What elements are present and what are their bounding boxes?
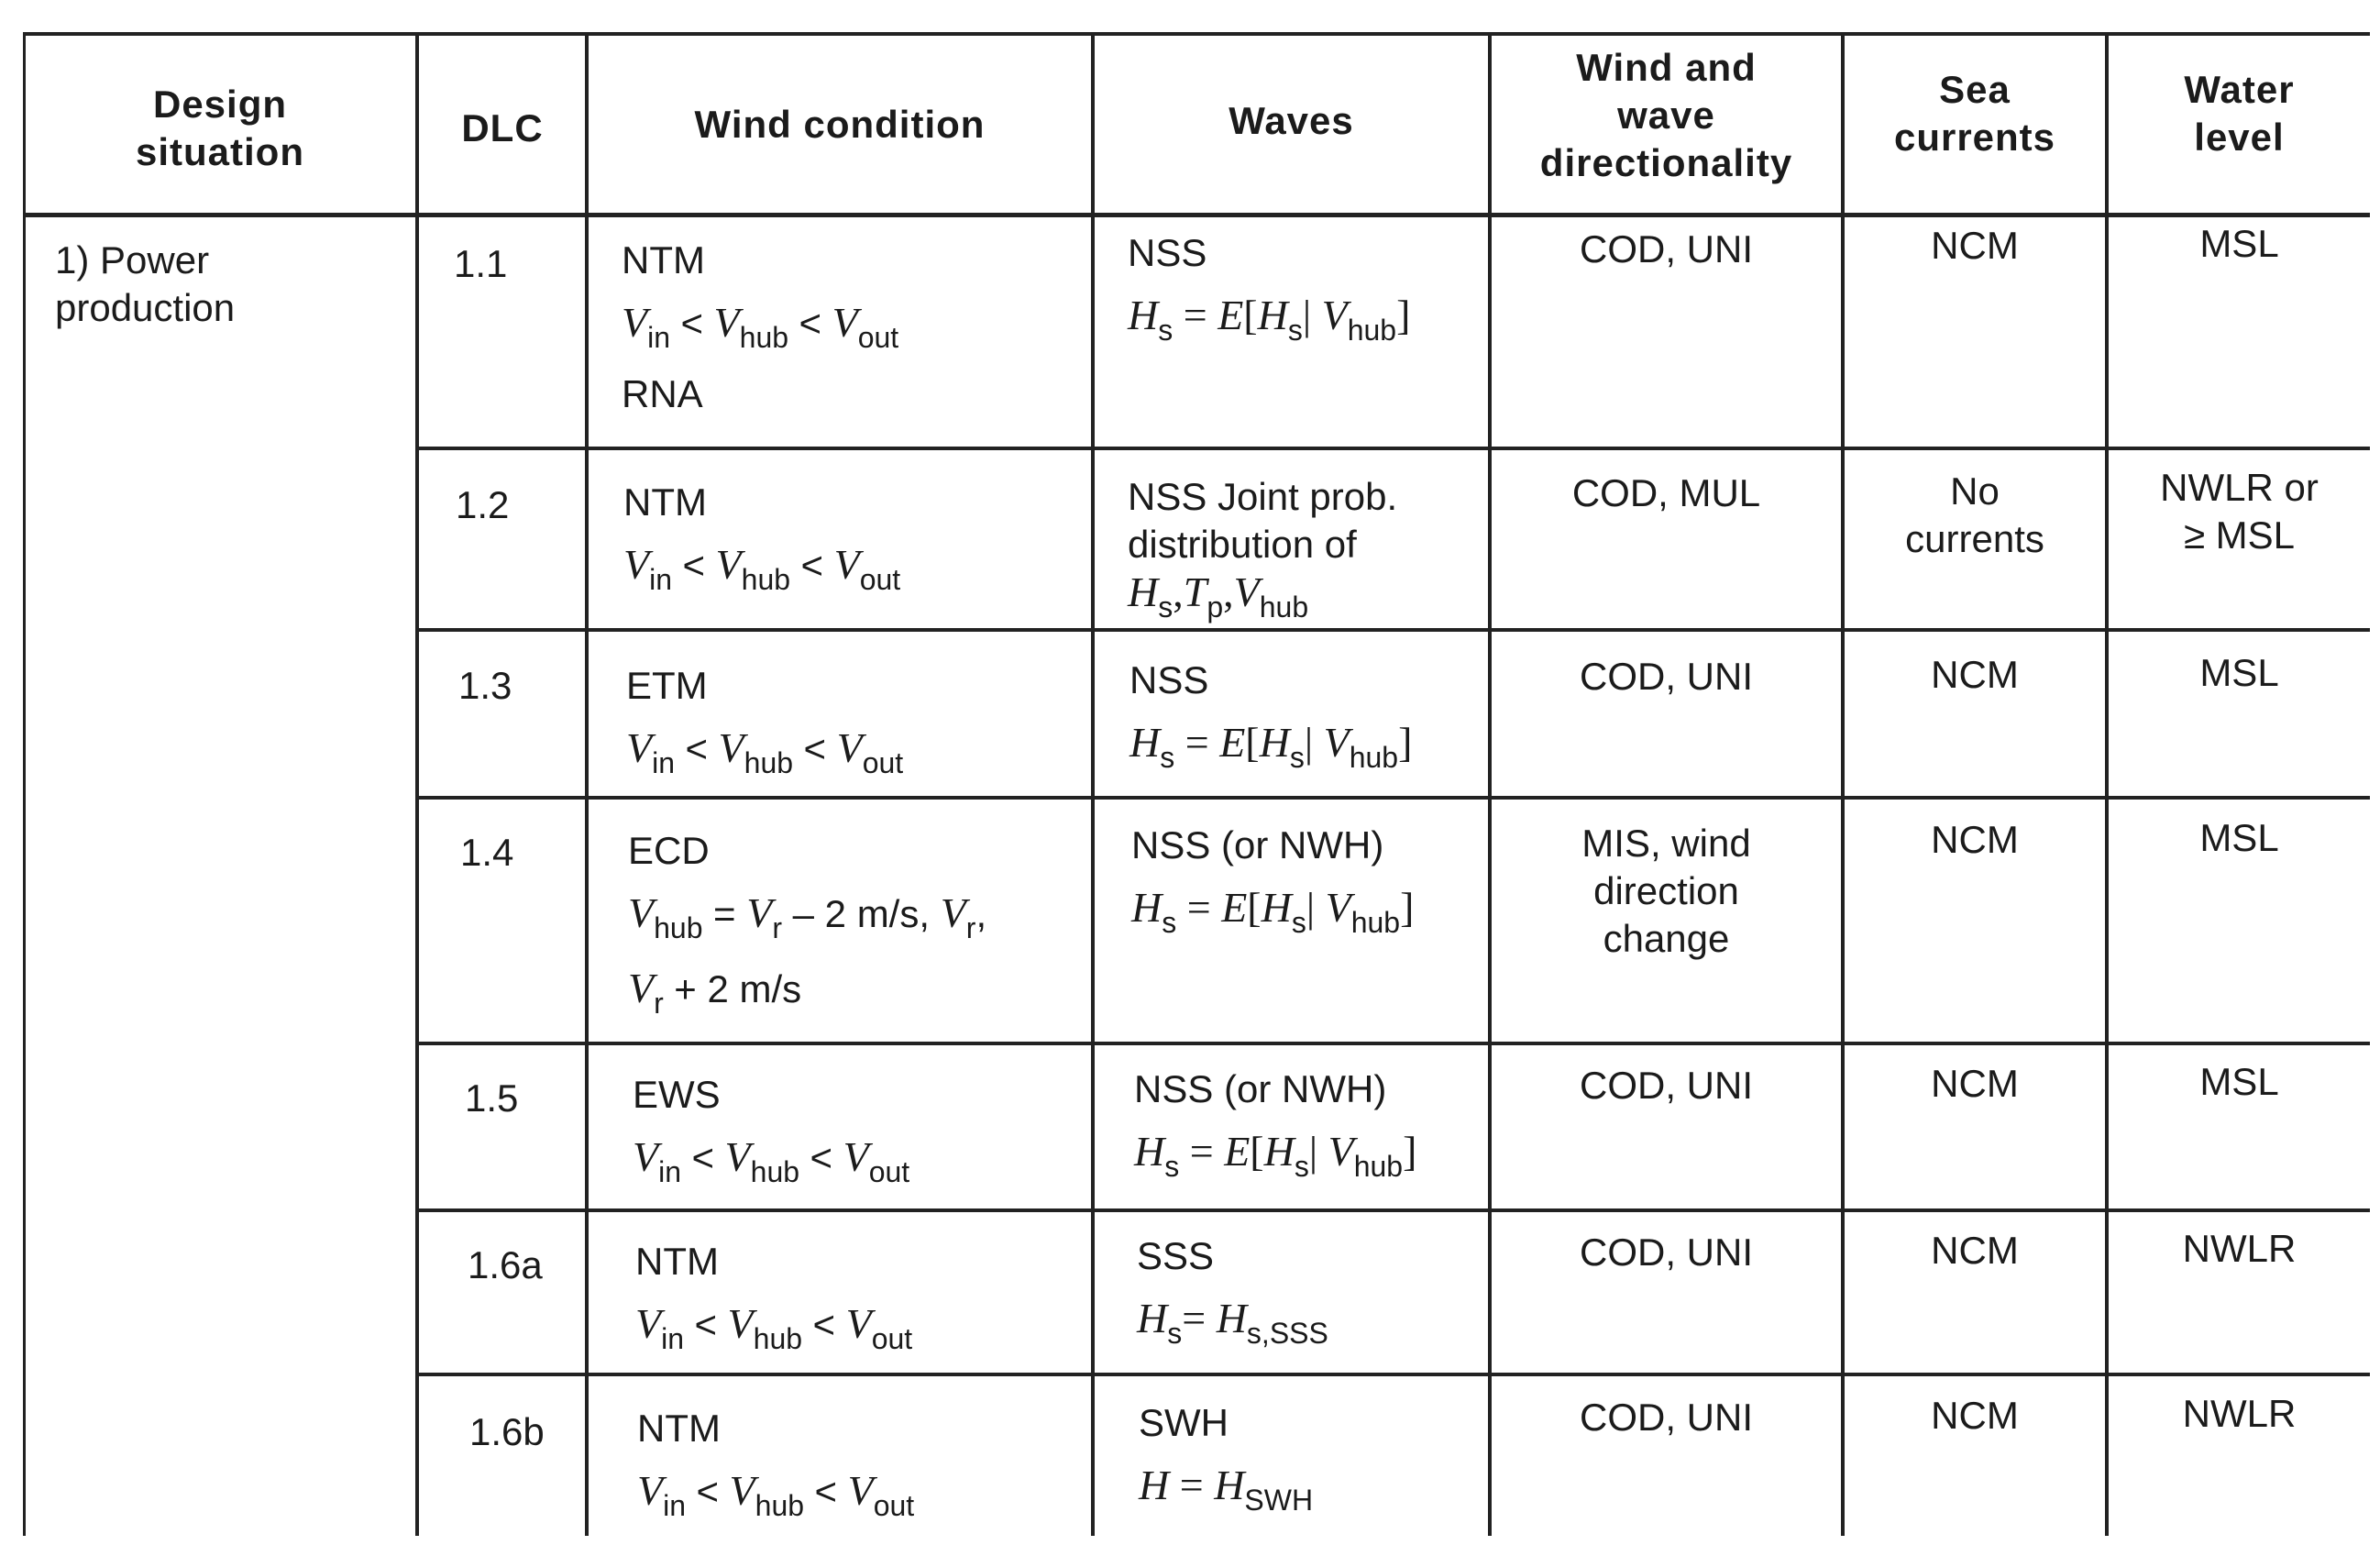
sea-currents-cell: [1845, 222, 2105, 270]
waves-model: SWH: [1139, 1401, 1229, 1444]
sea-currents-cell: [1845, 468, 2105, 563]
waves-cell: [1128, 473, 1485, 631]
directionality-cell: [1492, 820, 1841, 963]
waves-model: NSS Joint prob.: [1128, 475, 1398, 518]
header-text: Sea: [1939, 68, 2011, 111]
currents-text: NCM: [1931, 653, 2019, 696]
water-level-cell: [2109, 814, 2370, 862]
water-text: MSL: [2199, 816, 2279, 859]
wind-formula: $V_{in} < V_{hub} < V_{out}$: [626, 724, 904, 779]
wind-condition-cell: [635, 1238, 1094, 1363]
wind-model: NTM: [623, 480, 707, 524]
wind-condition-cell: [633, 1071, 1091, 1196]
waves-model: NSS (or NWH): [1134, 1067, 1387, 1110]
directionality-text: COD, UNI: [1580, 1396, 1753, 1439]
directionality-text: COD, UNI: [1580, 227, 1753, 270]
waves-formula: $H_s = E[H_s|$ $V_{hub}$]: [1131, 884, 1415, 939]
waves-cell: [1137, 1232, 1494, 1357]
waves-model: SSS: [1137, 1234, 1215, 1277]
sea-currents-cell: [1845, 816, 2105, 864]
waves-model: NSS: [1128, 231, 1207, 274]
header-sea-currents: [1845, 66, 2105, 161]
directionality-text: COD, UNI: [1580, 1064, 1753, 1107]
directionality-cell: [1492, 1229, 1841, 1276]
header-waves: [1095, 97, 1488, 145]
header-text: situation: [136, 130, 304, 173]
sea-currents-cell: [1845, 1060, 2105, 1108]
header-text: level: [2194, 116, 2285, 159]
wind-model: ETM: [626, 664, 708, 707]
row-divider: [415, 1042, 2370, 1045]
water-text: MSL: [2199, 222, 2279, 265]
dlc-cell: 1.4: [460, 831, 514, 874]
wind-condition-cell: [628, 827, 1091, 1027]
row-divider: [415, 1373, 2370, 1376]
col-divider: [415, 32, 419, 1536]
header-bottom-border: [23, 213, 2370, 217]
sea-currents-cell: [1845, 651, 2105, 699]
waves-cell: [1129, 657, 1487, 781]
water-level-cell: [2109, 649, 2370, 697]
directionality-text: COD, UNI: [1580, 1230, 1753, 1274]
header-dlc: [420, 105, 585, 152]
header-water-level: [2109, 66, 2370, 161]
currents-text: NCM: [1931, 1062, 2019, 1105]
currents-text: No: [1950, 469, 2000, 513]
dlc-cell: 1.3: [458, 664, 512, 707]
wind-condition-cell: [623, 479, 1082, 603]
dlc-cell: 1.6a: [468, 1243, 543, 1286]
header-directionality: [1492, 44, 1841, 187]
header-wind-condition: [589, 101, 1091, 149]
waves-formula: $H_s,T_p,V_{hub}$: [1128, 568, 1309, 624]
wind-formula: $V_{in} < V_{hub} < V_{out}$: [623, 541, 901, 596]
sea-currents-cell: [1845, 1392, 2105, 1440]
header-text: Water: [2184, 68, 2295, 111]
water-text: NWLR: [2182, 1392, 2297, 1435]
waves-formula: $H_s = E[H_s|$ $V_{hub}$]: [1128, 292, 1411, 347]
currents-text: NCM: [1931, 1229, 2019, 1272]
wind-extra: RNA: [622, 372, 703, 415]
wind-model: EWS: [633, 1073, 721, 1116]
water-level-cell: [2109, 464, 2370, 559]
water-text: MSL: [2199, 651, 2279, 694]
wind-formula: $V_{in} < V_{hub} < V_{out}$: [635, 1300, 913, 1355]
currents-text: currents: [1905, 517, 2044, 560]
header-text: currents: [1893, 116, 2056, 159]
row-divider: [415, 796, 2370, 800]
waves-formula: $H_s = E[H_s|$ $V_{hub}$]: [1129, 719, 1413, 774]
water-text: NWLR: [2182, 1227, 2297, 1270]
waves-cell: [1139, 1399, 1496, 1524]
water-level-cell: [2109, 1225, 2370, 1273]
dlc-cell: 1.5: [465, 1076, 519, 1120]
currents-text: NCM: [1931, 224, 2019, 267]
waves-formula: $H_s= H_{s,SSS}$: [1137, 1295, 1328, 1350]
wind-model: ECD: [628, 829, 710, 872]
waves-cell: [1128, 229, 1485, 354]
waves-formula: $H_s = E[H_s|$ $V_{hub}$]: [1134, 1128, 1417, 1183]
water-text: ≥ MSL: [2183, 513, 2296, 557]
header-text: Design: [152, 83, 288, 126]
directionality-text: COD, UNI: [1580, 655, 1753, 698]
directionality-cell: [1492, 1062, 1841, 1109]
dlc-cell: 1.1: [454, 242, 508, 285]
dlc-cell: 1.2: [456, 483, 510, 526]
design-situation-text: 1) Power: [55, 238, 210, 281]
directionality-text: direction: [1593, 869, 1739, 912]
header-design-situation: [28, 81, 413, 176]
wind-formula-2: $V_r + 2$ m/s: [628, 965, 802, 1020]
directionality-text: change: [1603, 917, 1730, 960]
header-text: wave: [1617, 94, 1715, 137]
design-situation-cell: [55, 237, 403, 332]
waves-model: NSS (or NWH): [1131, 823, 1384, 866]
wind-formula: $V_{in} < V_{hub} < V_{out}$: [637, 1467, 915, 1522]
wind-formula: $V_{in} < V_{hub} < V_{out}$: [622, 299, 899, 354]
header-text: DLC: [461, 106, 544, 149]
row-divider: [415, 447, 2370, 450]
wind-model: NTM: [622, 238, 705, 281]
sea-currents-cell: [1845, 1227, 2105, 1275]
wind-condition-cell: [622, 237, 1080, 418]
header-text: Wind condition: [694, 103, 986, 146]
water-level-cell: [2109, 220, 2370, 268]
col-divider: [585, 32, 589, 1536]
water-text: MSL: [2199, 1060, 2279, 1103]
row-divider: [415, 1208, 2370, 1212]
water-level-cell: [2109, 1058, 2370, 1106]
directionality-cell: [1492, 226, 1841, 273]
wind-formula: $V_{in} < V_{hub} < V_{out}$: [633, 1133, 910, 1188]
header-text: Wind and: [1576, 46, 1757, 89]
header-text: directionality: [1539, 141, 1793, 184]
wind-condition-cell: [637, 1405, 1096, 1529]
wind-model: NTM: [637, 1407, 721, 1450]
table-top-border: [23, 32, 2370, 36]
design-situation-text: production: [55, 286, 236, 329]
water-level-cell: [2109, 1390, 2370, 1438]
waves-cell: [1134, 1065, 1492, 1190]
waves-model: NSS: [1129, 658, 1209, 701]
directionality-cell: [1492, 1394, 1841, 1441]
header-text: Waves: [1229, 99, 1354, 142]
col-divider: [23, 32, 26, 1536]
currents-text: NCM: [1931, 1394, 2019, 1437]
wind-formula: $V_{hub} = V_r - 2$ m/s, $V_r$,: [628, 889, 987, 944]
currents-text: NCM: [1931, 818, 2019, 861]
wind-model: NTM: [635, 1240, 719, 1283]
waves-line2: distribution of: [1128, 523, 1357, 566]
directionality-cell: [1492, 653, 1841, 701]
waves-formula: $H = H_{SWH}$: [1139, 1462, 1314, 1517]
directionality-text: COD, MUL: [1571, 471, 1761, 514]
waves-cell: [1131, 822, 1489, 946]
directionality-text: MIS, wind: [1581, 822, 1751, 865]
directionality-cell: [1492, 469, 1841, 517]
dlc-cell: 1.6b: [469, 1410, 545, 1453]
water-text: NWLR or: [2160, 466, 2319, 509]
wind-condition-cell: [626, 662, 1085, 787]
